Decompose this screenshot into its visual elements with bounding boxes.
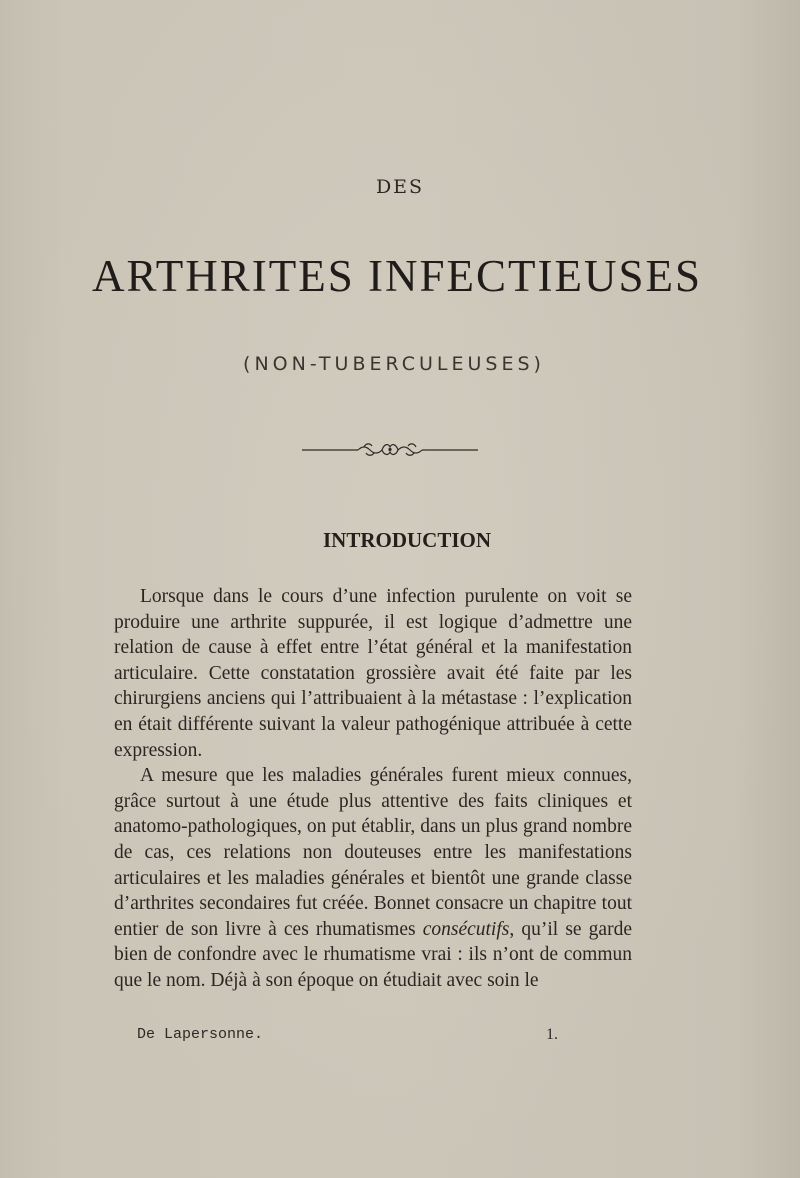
paragraph [114, 763, 632, 993]
subtitle: (NON-TUBERCULEUSES) [243, 353, 545, 375]
paragraph: Lorsque dans le cours d’une infection purulente on voit se produire une arthrite suppurée, il est logique d’admettre une relation de cause à effet entre l’état général et la manifestation articulaire. Cette constatation grossière avait été faite par les chirurgiens anciens qui l’attribuaient à la métastase : l’explication en était différente suivant la valeur pathogénique attribuée à cette expression. [114, 586, 632, 761]
page-title: ARTHRITES INFECTIEUSES [91, 251, 703, 301]
pre-title: DES [375, 176, 425, 198]
paragraph-text: , qu’il se garde bien de confondre avec le rhumatisme vrai : ils n’ont de commun que le nom. Déjà à son époque on étudiait avec soin le [114, 918, 632, 991]
decorative-divider-icon [300, 438, 480, 460]
italic-term: consécutifs [422, 918, 510, 940]
paragraph-text: A mesure que les maladies générales furent mieux connues, grâce surtout à une étude plus attentive des faits cliniques et anatomo-pathologiques, on put établir, dans un plus grand nombre de cas, ces relations non douteuses entre les manifestations articulaires et les maladies générales et bientôt une grande classe d’arthrites secondaires fut créée. Bonnet consacre un chapitre tout entier de son livre à ces rhumatismes [114, 765, 632, 940]
body-text [114, 584, 632, 994]
page-number: 1. [546, 1026, 558, 1043]
footer-author: De Lapersonne. [137, 1026, 264, 1043]
section-heading: INTRODUCTION [322, 528, 492, 552]
